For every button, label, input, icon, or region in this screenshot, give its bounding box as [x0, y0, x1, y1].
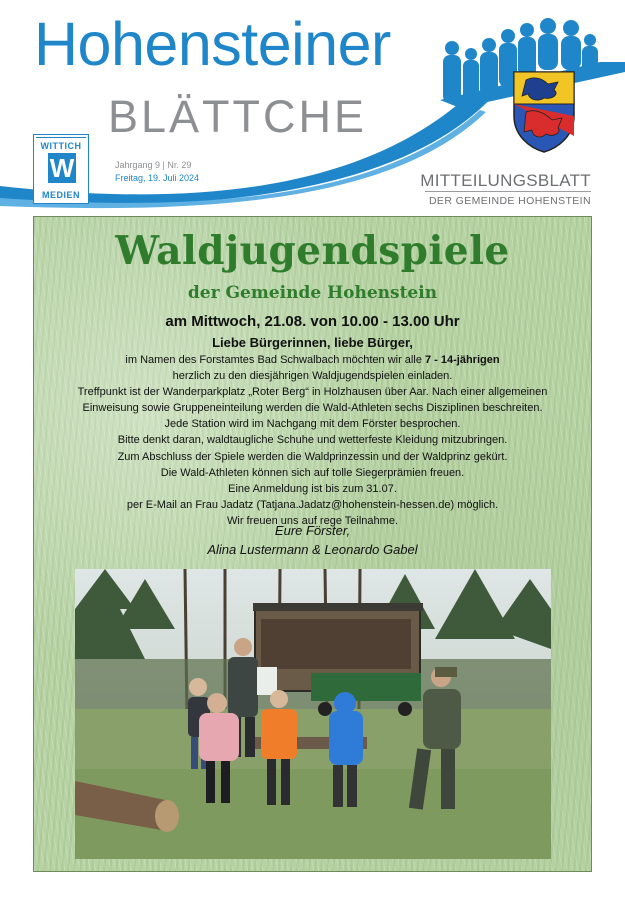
coat-of-arms-icon — [512, 70, 576, 154]
poster-headline: Waldjugendspiele — [115, 228, 510, 274]
newspaper-subtitle: BLÄTTCHE — [108, 91, 368, 142]
publisher-w-icon: W — [49, 153, 75, 183]
publisher-logo — [33, 134, 89, 204]
forest-event-photo — [75, 569, 551, 859]
poster-body — [0, 352, 625, 529]
issue-number: Jahrgang 9 | Nr. 29 — [115, 160, 192, 170]
signature-greeting: Eure Förster, — [274, 523, 351, 538]
body-line-intro — [0, 352, 625, 368]
body-line: Zum Abschluss der Spiele werden die Waldprinzessin und der Waldprinz gekürt. — [117, 450, 508, 463]
body-line: per E-Mail an Frau Jadatz (Tatjana.Jadatz@hohenstein-hessen.de) möglich. — [126, 498, 499, 511]
publisher-name-bottom: MEDIEN — [41, 190, 80, 200]
intro-text: im Namen des Forstamtes Bad Schwalbach möchten wir alle — [125, 354, 425, 366]
body-line: herzlich zu den diesjährigen Waldjugendspielen einladen. — [172, 370, 453, 383]
poster-greeting: Liebe Bürgerinnen, liebe Bürger, — [212, 335, 413, 350]
signature-names: Alina Lustermann & Leonardo Gabel — [207, 542, 418, 557]
body-line: Wir freuen uns auf rege Teilnahme. — [227, 514, 398, 527]
poster-subheadline: der Gemeinde Hohenstein — [187, 283, 438, 303]
body-line: Treffpunkt ist der Wanderparkplatz „Roter Berg“ in Holzhausen über Aar. Nach einer allgemeinen — [77, 386, 548, 399]
body-line: Die Wald-Athleten können sich auf tolle Siegerprämien freuen. — [160, 466, 465, 479]
event-datetime: am Mittwoch, 21.08. von 10.00 - 13.00 Uhr — [165, 313, 460, 330]
newsletter-divider — [425, 191, 591, 192]
newsletter-title: MITTEILUNGSBLATT — [420, 171, 591, 190]
body-line: Eine Anmeldung ist bis zum 31.07. — [228, 482, 397, 495]
body-line: Bitte denkt daran, waldtaugliche Schuhe und wetterfeste Kleidung mitzubringen. — [117, 434, 508, 447]
body-line: Einweisung sowie Gruppeneinteilung werden die Wald-Athleten sechs Disziplinen beschreiten. — [82, 402, 543, 415]
poster-signature — [0, 521, 625, 559]
body-line: Jede Station wird im Nachgang mit dem Förster besprochen. — [164, 418, 461, 431]
newsletter-subtitle: DER GEMEINDE HOHENSTEIN — [428, 195, 591, 207]
issue-date: Freitag, 19. Juli 2024 — [115, 173, 200, 183]
newspaper-title: Hohensteiner — [34, 10, 391, 78]
publisher-name-top: WITTICH — [40, 141, 82, 151]
age-group: 7 - 14-jährigen — [425, 354, 500, 366]
